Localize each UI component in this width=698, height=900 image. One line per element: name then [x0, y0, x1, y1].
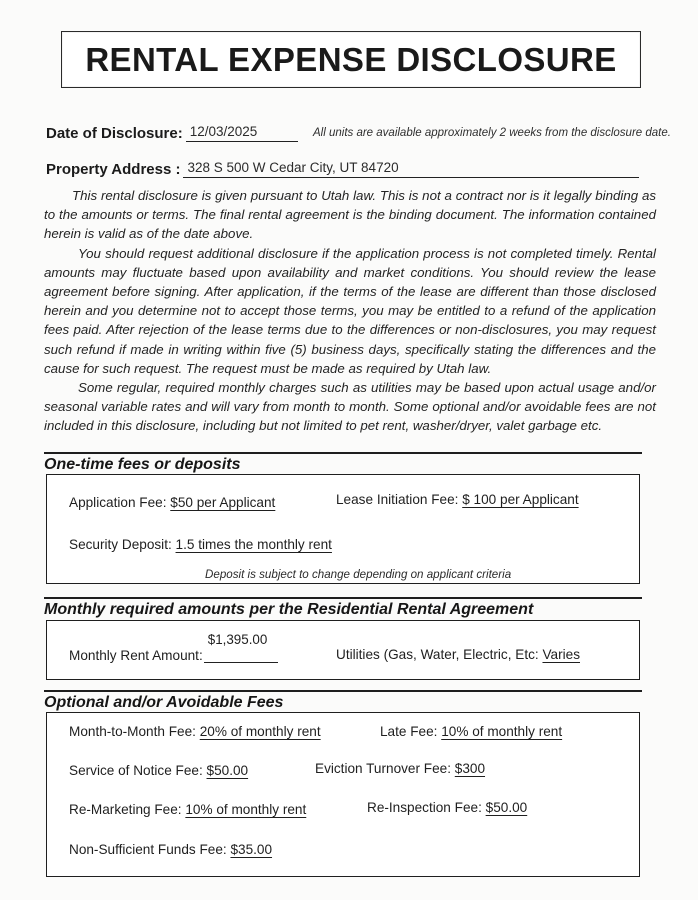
disclosure-paragraph-2: You should request additional disclosure if the application process is not completed timely. Rental amounts may fluctuate based upon availability and market conditions. You should review the lease agreement before signing. After application, if the terms of the lease are different than those disclosed herein and you determine not to accept those terms, you may be entitled to a refund of the application fees paid. After rejection of the lease terms due to the differences or non-disclosures, you may request such refund if made in writing within five (5) business days, specifically stating the differences and the cause for such request. The request must be made as required by Utah law. [44, 245, 656, 376]
property-address-label: Property Address : [46, 161, 181, 178]
date-of-disclosure-field[interactable] [186, 122, 298, 142]
section-heading-monthly-amounts [44, 597, 642, 619]
lease-initiation-fee-label: Lease Initiation Fee: [336, 492, 459, 507]
eviction-turnover-fee-label: Eviction Turnover Fee: [315, 761, 451, 776]
monthly-rent-label: Monthly Rent Amount: [69, 648, 203, 663]
service-of-notice-fee-row [69, 763, 248, 778]
re-marketing-fee-row [69, 802, 306, 817]
disclosure-paragraph-1: This rental disclosure is given pursuant to Utah law. This is not a contract nor is it legally binding as to the amounts or terms. The final rental agreement is the binding document. The information contained herein is valid as of the date above. [44, 188, 656, 242]
month-to-month-fee-value[interactable]: 20% of monthly rent [199, 724, 321, 739]
section-heading-optional-fees [44, 690, 642, 712]
month-to-month-fee-label: Month-to-Month Fee: [69, 724, 196, 739]
lease-initiation-fee-value[interactable]: $ 100 per Applicant [462, 492, 579, 507]
monthly-amounts-box [46, 620, 640, 680]
document-title-box [61, 31, 641, 88]
deposit-change-note: Deposit is subject to change depending on applicant criteria [205, 568, 512, 581]
eviction-turnover-fee-row [315, 761, 485, 776]
re-marketing-fee-label: Re-Marketing Fee: [69, 802, 182, 817]
one-time-fees-box [46, 474, 640, 584]
monthly-rent-row [69, 632, 278, 663]
lease-initiation-fee-row [336, 492, 579, 507]
non-sufficient-funds-fee-value[interactable]: $35.00 [230, 842, 273, 857]
non-sufficient-funds-fee-row [69, 842, 272, 857]
property-address-field[interactable] [183, 158, 639, 178]
service-of-notice-fee-value[interactable]: $50.00 [206, 763, 249, 778]
re-inspection-fee-row [367, 800, 527, 815]
re-marketing-fee-value[interactable]: 10% of monthly rent [185, 802, 307, 817]
date-of-disclosure-row [46, 122, 298, 142]
month-to-month-fee-row [69, 724, 321, 739]
service-of-notice-fee-label: Service of Notice Fee: [69, 763, 203, 778]
monthly-rent-value: $1,395.00 [207, 632, 268, 647]
late-fee-row [380, 724, 562, 739]
section-heading-one-time-fees [44, 452, 642, 474]
availability-note: All units are available approximately 2 weeks from the disclosure date. [313, 127, 671, 139]
date-of-disclosure-value: 12/03/2025 [189, 124, 258, 139]
page-title: RENTAL EXPENSE DISCLOSURE [85, 40, 617, 78]
section-title-one-time-fees: One-time fees or deposits [44, 456, 241, 473]
application-fee-row [69, 495, 275, 510]
late-fee-label: Late Fee: [380, 724, 438, 739]
disclosure-paragraph-3: Some regular, required monthly charges such as utilities may be based upon actual usage and/or seasonal variable rates and will vary from month to month. Some optional and/or avoidable fees are not included in this disclosure, including but not limited to pet rent, washer/dryer, valet garbage etc. [44, 380, 656, 434]
utilities-value[interactable]: Varies [542, 647, 580, 662]
utilities-label: Utilities (Gas, Water, Electric, Etc: [336, 647, 539, 662]
application-fee-value[interactable]: $50 per Applicant [170, 495, 276, 510]
monthly-rent-field[interactable] [204, 632, 278, 663]
security-deposit-row [69, 537, 332, 552]
late-fee-value[interactable]: 10% of monthly rent [441, 724, 563, 739]
disclosure-body [44, 186, 656, 436]
application-fee-label: Application Fee: [69, 495, 167, 510]
security-deposit-value[interactable]: 1.5 times the monthly rent [175, 537, 332, 552]
section-title-optional-fees: Optional and/or Avoidable Fees [44, 694, 284, 711]
optional-fees-box [46, 712, 640, 877]
property-address-row [46, 158, 639, 178]
section-title-monthly-amounts: Monthly required amounts per the Residential Rental Agreement [44, 601, 534, 618]
security-deposit-label: Security Deposit: [69, 537, 172, 552]
non-sufficient-funds-fee-label: Non-Sufficient Funds Fee: [69, 842, 227, 857]
property-address-value: 328 S 500 W Cedar City, UT 84720 [187, 160, 399, 175]
utilities-row [336, 647, 580, 662]
date-of-disclosure-label: Date of Disclosure: [46, 125, 183, 142]
eviction-turnover-fee-value[interactable]: $300 [454, 761, 486, 776]
re-inspection-fee-value[interactable]: $50.00 [485, 800, 528, 815]
re-inspection-fee-label: Re-Inspection Fee: [367, 800, 482, 815]
